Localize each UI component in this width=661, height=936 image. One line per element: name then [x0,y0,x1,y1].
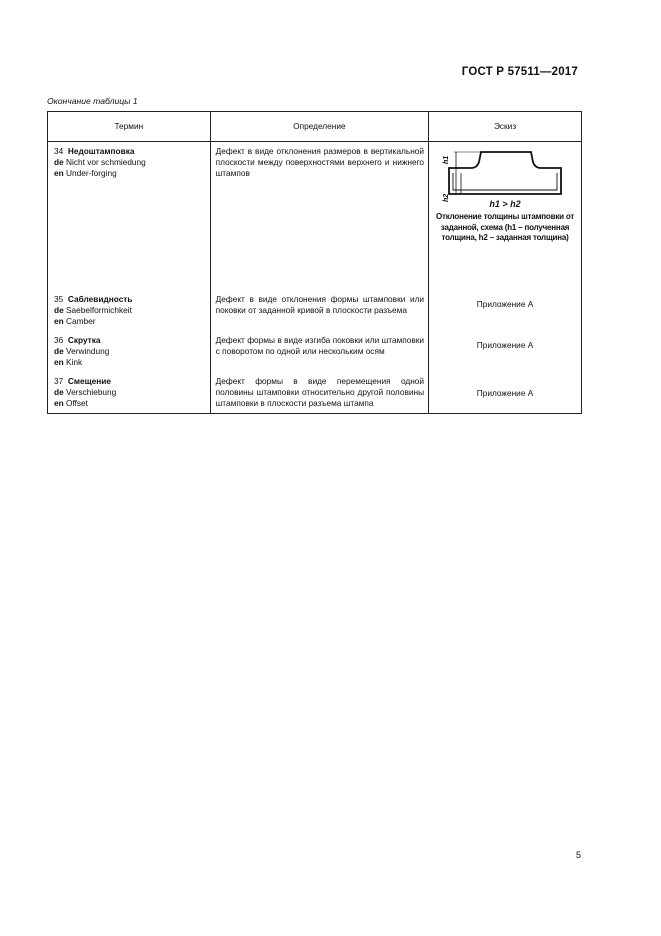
table-row [48,142,582,291]
sketch-caption: Отклонение толщины штамповки от заданной, схема (h1 – полученная толщина, h2 – заданная толщина) [435,212,575,242]
lang-de-label: de [54,157,64,167]
sketch-cell [429,372,582,414]
dim-label-h2: h2 [443,193,451,202]
table-row [48,372,582,414]
nominal-contour [453,173,557,190]
annex-reference: Приложение А [476,340,534,350]
term-de: Verschiebung [66,387,117,397]
column-header-term: Термин [48,112,211,142]
term-number: 35 [54,294,64,304]
term-en-line [54,357,206,368]
term-number: 34 [54,146,64,156]
term-number: 37 [54,376,64,386]
lang-de-label: de [54,346,64,356]
sketch-relation: h1 > h2 [489,199,521,209]
term-en-line [54,316,206,327]
term-ru: Саблевидность [67,294,133,304]
term-en: Offset [66,398,88,408]
term-cell [48,372,211,414]
lang-de-label: de [54,387,64,397]
standard-code: ГОСТ Р 57511—2017 [461,66,578,78]
page-number: 5 [576,850,582,860]
term-ru: Скрутка [67,335,101,345]
definition-cell: Дефект в виде отклонения размеров в вертикальной плоскости между поверхностями верхнего и нижнего штампов [210,142,428,291]
forging-outline [449,152,561,194]
dim-label-h1: h1 [443,155,451,164]
definition-cell: Дефект в виде отклонения формы штамповки или поковки от заданной кривой в плоскости разъема [210,290,428,331]
sketch-cell [429,290,582,331]
column-header-definition: Определение [210,112,428,142]
term-cell [48,142,211,291]
table-row [48,290,582,331]
table-header-row [48,112,582,142]
column-header-sketch: Эскиз [429,112,582,142]
term-en: Camber [66,316,96,326]
lang-en-label: en [54,316,64,326]
lang-en-label: en [54,357,64,367]
lang-de-label: de [54,305,64,315]
term-number: 36 [54,335,64,345]
term-de-line [54,387,206,398]
terms-table [47,111,582,414]
term-de-line [54,157,206,168]
annex-reference: Приложение А [476,388,534,398]
table-caption: Окончание таблицы 1 [47,96,138,106]
term-ru-line [54,376,206,387]
term-de-line [54,305,206,316]
lang-en-label: en [54,398,64,408]
term-ru-line [54,146,206,157]
term-en: Under-forging [66,168,117,178]
under-forging-sketch [443,146,565,202]
term-ru-line [54,335,206,346]
table-row [48,331,582,372]
term-cell [48,331,211,372]
sketch-cell [429,331,582,372]
term-ru: Смещение [67,376,111,386]
definition-cell: Дефект формы в виде перемещения одной половины штамповки относительно другой половины штамповки в плоскости разъема штампа [210,372,428,414]
term-ru: Недоштамповка [67,146,135,156]
term-de: Saebelformichkeit [66,305,132,315]
term-de: Verwindung [66,346,110,356]
term-de: Nicht vor schmiedung [66,157,146,167]
lang-en-label: en [54,168,64,178]
definition-cell: Дефект формы в виде изгиба поковки или штамповки с поворотом по одной или нескольким осям [210,331,428,372]
term-cell [48,290,211,331]
term-ru-line [54,294,206,305]
term-en-line [54,168,206,179]
sketch-cell [429,142,582,291]
annex-reference: Приложение А [476,299,534,309]
term-en-line [54,398,206,409]
term-de-line [54,346,206,357]
term-en: Kink [66,357,83,367]
